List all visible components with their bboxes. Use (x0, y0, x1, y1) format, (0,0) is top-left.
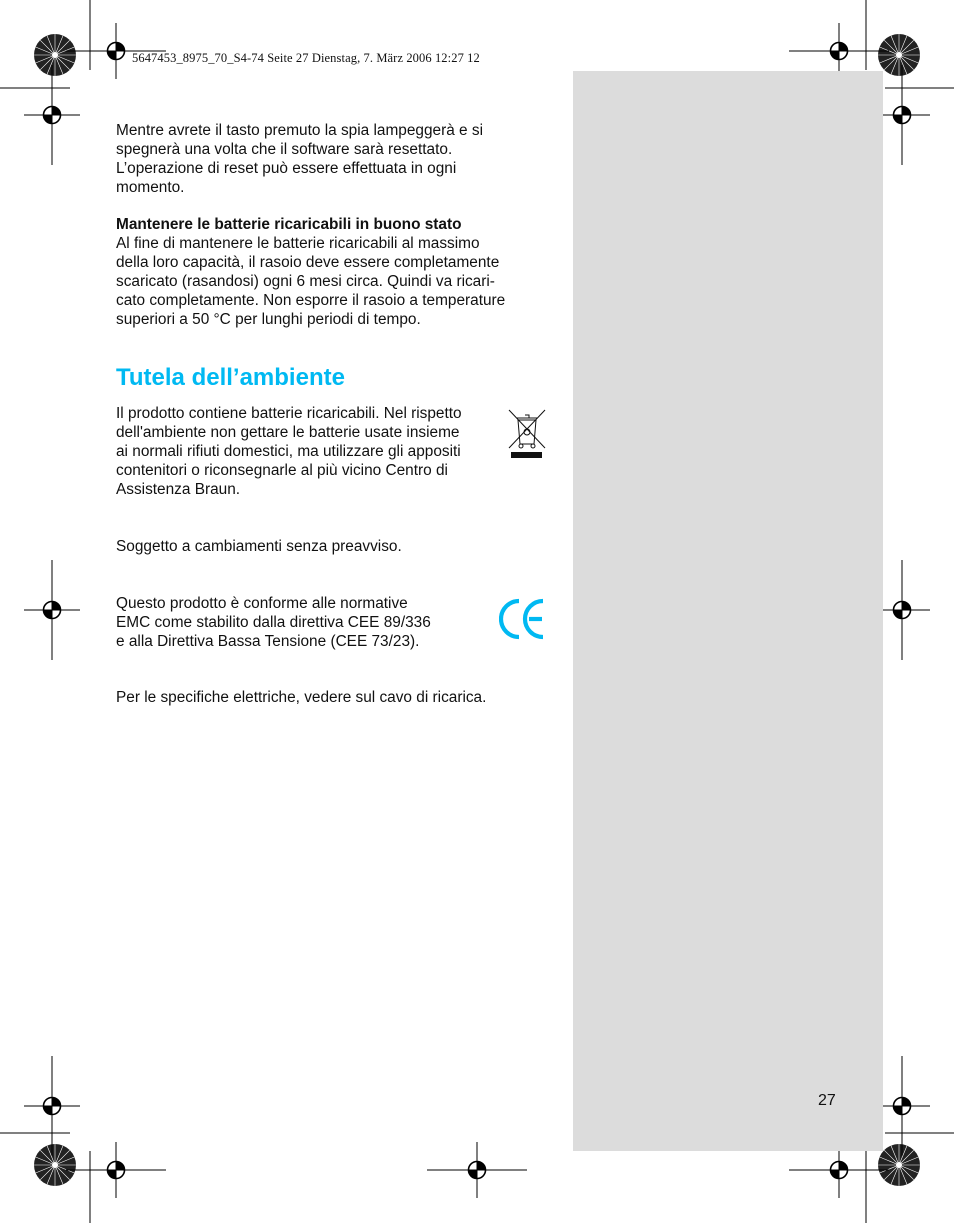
notice-text (116, 537, 556, 556)
text-line: spegnerà una volta che il software sarà resettato. (116, 141, 453, 158)
page-number: 27 (818, 1092, 836, 1109)
side-panel (573, 71, 883, 1151)
section-title: Tutela dell’ambiente (116, 364, 345, 391)
text-line: e alla Direttiva Bassa Tensione (CEE 73/23). (116, 633, 420, 650)
text-line: Per le specifiche elettriche, vedere sul cavo di ricarica. (116, 689, 487, 706)
text-line: Mentre avrete il tasto premuto la spia lampeggerà e si (116, 122, 483, 139)
text-line: momento. (116, 179, 185, 196)
conformity-paragraph (116, 594, 486, 651)
electrical-note (116, 688, 556, 707)
text-line: della loro capacità, il rasoio deve essere completamente (116, 254, 500, 271)
text-line: dell'ambiente non gettare le batterie usate insieme (116, 424, 460, 441)
ce-mark-icon (499, 598, 547, 640)
battery-section (116, 215, 556, 329)
text-line: ai normali rifiuti domestici, ma utilizzare gli appositi (116, 443, 461, 460)
reset-paragraph (116, 121, 556, 197)
text-line: Questo prodotto è conforme alle normative (116, 595, 408, 612)
print-slug-line: 5647453_8975_70_S4-74 Seite 27 Dienstag, 7. März 2006 12:27 12 (132, 51, 480, 65)
crossed-out-wheelie-bin-icon (507, 408, 547, 462)
text-line: L’operazione di reset può essere effettuata in ogni (116, 160, 457, 177)
text-line: Al fine di mantenere le batterie ricaricabili al massimo (116, 235, 480, 252)
text-line: EMC come stabilito dalla direttiva CEE 89/336 (116, 614, 431, 631)
text-line: superiori a 50 °C per lunghi periodi di tempo. (116, 311, 421, 328)
text-line: Assistenza Braun. (116, 481, 241, 498)
text-line: Il prodotto contiene batterie ricaricabili. Nel rispetto (116, 405, 462, 422)
text-line: cato completamente. Non esporre il rasoio a temperature (116, 292, 506, 309)
text-line: contenitori o riconsegnarle al più vicino Centro di (116, 462, 448, 479)
battery-section-heading: Mantenere le batterie ricaricabili in buono stato (116, 216, 462, 233)
environment-paragraph (116, 404, 506, 499)
text-line: scaricato (rasandosi) ogni 6 mesi circa. Quindi va ricari- (116, 273, 495, 290)
text-line: Soggetto a cambiamenti senza preavviso. (116, 538, 402, 555)
